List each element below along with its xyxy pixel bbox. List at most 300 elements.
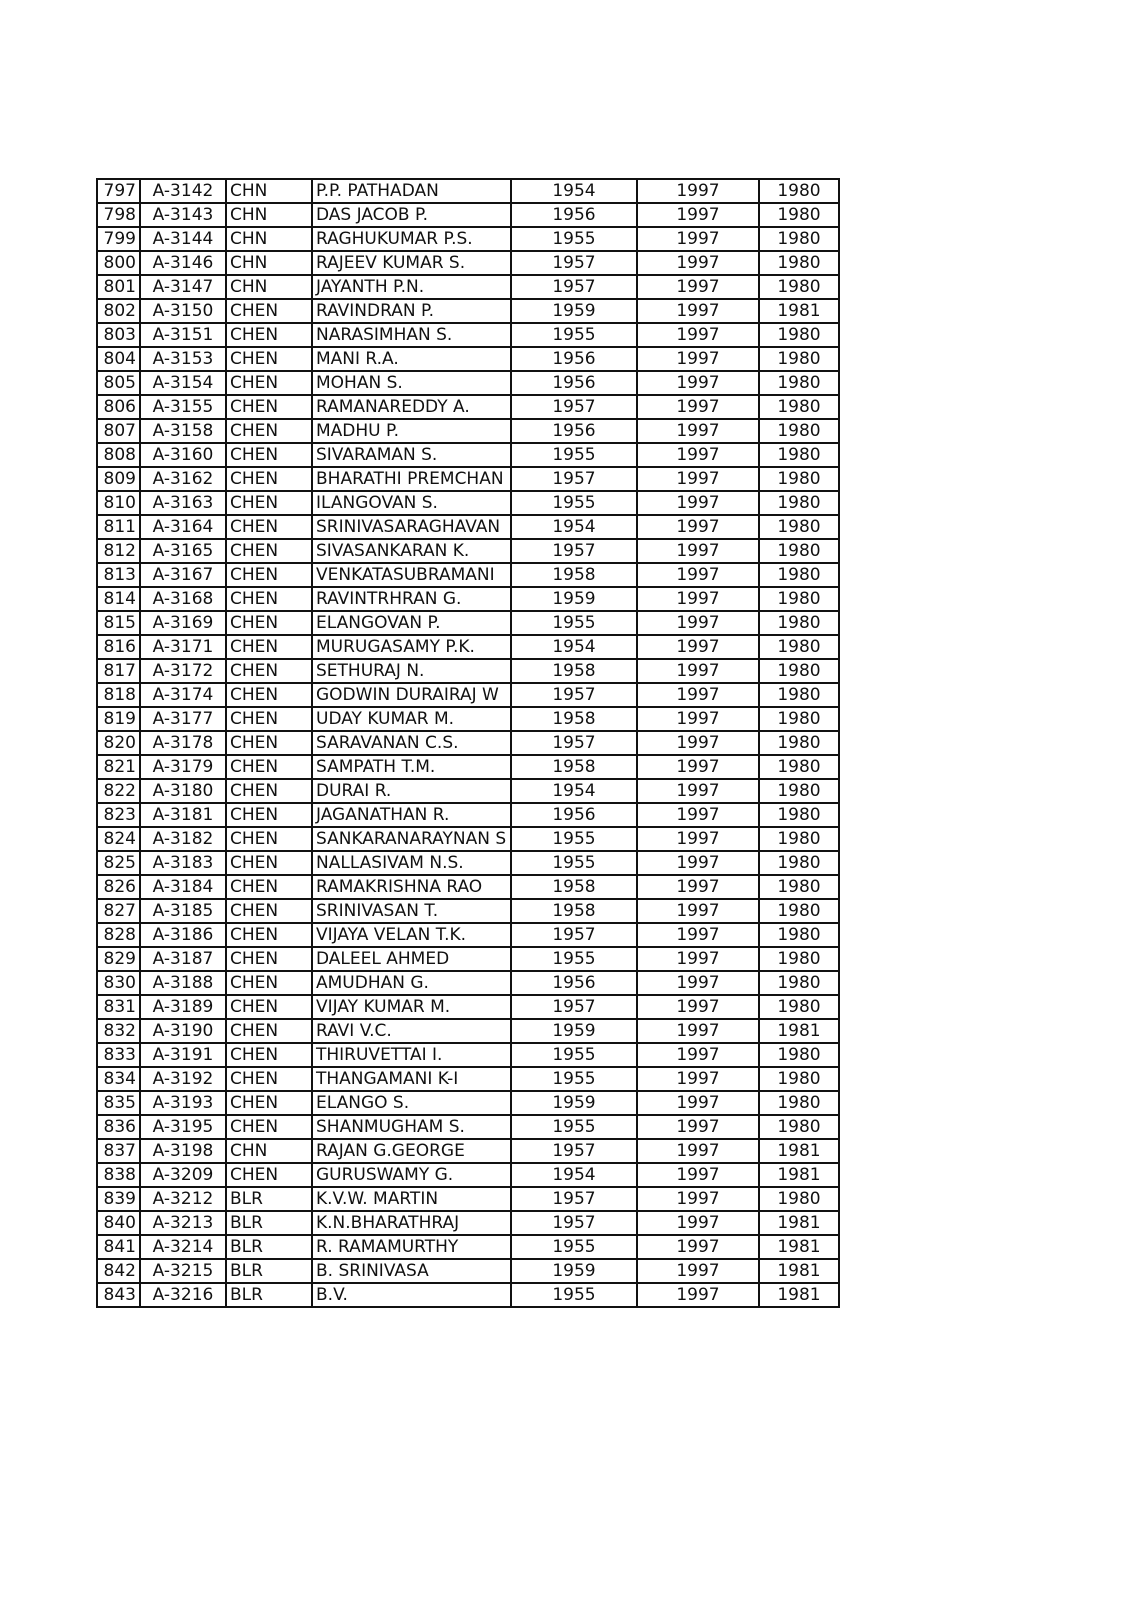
- serial-no-cell: 823: [97, 803, 140, 827]
- station-cell: CHEN: [226, 1043, 312, 1067]
- name-cell: NARASIMHAN S.: [312, 323, 511, 347]
- birth-year-cell: 1957: [511, 1139, 637, 1163]
- member-id-cell: A-3213: [140, 1211, 226, 1235]
- member-id-cell: A-3195: [140, 1115, 226, 1139]
- station-cell: CHEN: [226, 1115, 312, 1139]
- serial-no-cell: 829: [97, 947, 140, 971]
- birth-year-cell: 1958: [511, 563, 637, 587]
- table-row: [97, 923, 839, 947]
- serial-no-cell: 810: [97, 491, 140, 515]
- station-cell: CHEN: [226, 443, 312, 467]
- member-id-cell: A-3167: [140, 563, 226, 587]
- birth-year-cell: 1958: [511, 659, 637, 683]
- birth-year-cell: 1955: [511, 1115, 637, 1139]
- name-cell: SRINIVASARAGHAVAN: [312, 515, 511, 539]
- member-id-cell: A-3186: [140, 923, 226, 947]
- table-row: [97, 299, 839, 323]
- member-id-cell: A-3142: [140, 179, 226, 203]
- name-cell: K.V.W. MARTIN: [312, 1187, 511, 1211]
- name-cell: GODWIN DURAIRAJ W: [312, 683, 511, 707]
- year-cell: 1997: [637, 1139, 759, 1163]
- birth-year-cell: 1957: [511, 395, 637, 419]
- name-cell: THANGAMANI K-I: [312, 1067, 511, 1091]
- member-id-cell: A-3209: [140, 1163, 226, 1187]
- year-cell: 1997: [637, 347, 759, 371]
- name-cell: DAS JACOB P.: [312, 203, 511, 227]
- station-cell: CHEN: [226, 779, 312, 803]
- birth-year-cell: 1956: [511, 371, 637, 395]
- serial-no-cell: 842: [97, 1259, 140, 1283]
- station-cell: CHEN: [226, 491, 312, 515]
- table-row: [97, 899, 839, 923]
- station-cell: CHEN: [226, 947, 312, 971]
- table-row: [97, 1283, 839, 1307]
- serial-no-cell: 819: [97, 707, 140, 731]
- table-row: [97, 395, 839, 419]
- birth-year-cell: 1957: [511, 275, 637, 299]
- table-row: [97, 779, 839, 803]
- year-cell: 1997: [637, 875, 759, 899]
- year-cell: 1997: [637, 443, 759, 467]
- station-cell: CHEN: [226, 611, 312, 635]
- join-year-cell: 1981: [759, 1211, 839, 1235]
- join-year-cell: 1980: [759, 851, 839, 875]
- serial-no-cell: 802: [97, 299, 140, 323]
- table-row: [97, 179, 839, 203]
- serial-no-cell: 807: [97, 419, 140, 443]
- member-id-cell: A-3160: [140, 443, 226, 467]
- serial-no-cell: 843: [97, 1283, 140, 1307]
- join-year-cell: 1980: [759, 347, 839, 371]
- year-cell: 1997: [637, 1163, 759, 1187]
- birth-year-cell: 1955: [511, 1283, 637, 1307]
- join-year-cell: 1980: [759, 203, 839, 227]
- birth-year-cell: 1955: [511, 1043, 637, 1067]
- serial-no-cell: 818: [97, 683, 140, 707]
- table-row: [97, 467, 839, 491]
- serial-no-cell: 841: [97, 1235, 140, 1259]
- birth-year-cell: 1956: [511, 203, 637, 227]
- join-year-cell: 1980: [759, 467, 839, 491]
- station-cell: CHEN: [226, 467, 312, 491]
- year-cell: 1997: [637, 683, 759, 707]
- table-row: [97, 1259, 839, 1283]
- table-row: [97, 851, 839, 875]
- station-cell: BLR: [226, 1259, 312, 1283]
- table-row: [97, 491, 839, 515]
- birth-year-cell: 1954: [511, 1163, 637, 1187]
- serial-no-cell: 839: [97, 1187, 140, 1211]
- birth-year-cell: 1958: [511, 755, 637, 779]
- birth-year-cell: 1959: [511, 587, 637, 611]
- year-cell: 1997: [637, 1187, 759, 1211]
- year-cell: 1997: [637, 491, 759, 515]
- station-cell: CHEN: [226, 755, 312, 779]
- member-id-cell: A-3158: [140, 419, 226, 443]
- year-cell: 1997: [637, 995, 759, 1019]
- name-cell: BHARATHI PREMCHAN: [312, 467, 511, 491]
- name-cell: ELANGO S.: [312, 1091, 511, 1115]
- records-body: [97, 179, 839, 1307]
- join-year-cell: 1980: [759, 1043, 839, 1067]
- year-cell: 1997: [637, 323, 759, 347]
- join-year-cell: 1981: [759, 1163, 839, 1187]
- birth-year-cell: 1958: [511, 875, 637, 899]
- join-year-cell: 1980: [759, 899, 839, 923]
- table-row: [97, 1019, 839, 1043]
- station-cell: CHEN: [226, 515, 312, 539]
- name-cell: UDAY KUMAR M.: [312, 707, 511, 731]
- station-cell: CHEN: [226, 323, 312, 347]
- member-id-cell: A-3154: [140, 371, 226, 395]
- member-id-cell: A-3192: [140, 1067, 226, 1091]
- station-cell: CHEN: [226, 923, 312, 947]
- member-id-cell: A-3165: [140, 539, 226, 563]
- serial-no-cell: 834: [97, 1067, 140, 1091]
- serial-no-cell: 799: [97, 227, 140, 251]
- join-year-cell: 1980: [759, 971, 839, 995]
- birth-year-cell: 1954: [511, 515, 637, 539]
- birth-year-cell: 1959: [511, 1019, 637, 1043]
- year-cell: 1997: [637, 1019, 759, 1043]
- station-cell: CHN: [226, 251, 312, 275]
- table-row: [97, 1235, 839, 1259]
- station-cell: CHEN: [226, 707, 312, 731]
- birth-year-cell: 1955: [511, 443, 637, 467]
- records-table: [96, 178, 840, 1308]
- join-year-cell: 1980: [759, 875, 839, 899]
- serial-no-cell: 828: [97, 923, 140, 947]
- serial-no-cell: 840: [97, 1211, 140, 1235]
- year-cell: 1997: [637, 779, 759, 803]
- year-cell: 1997: [637, 611, 759, 635]
- name-cell: MANI R.A.: [312, 347, 511, 371]
- table-row: [97, 755, 839, 779]
- member-id-cell: A-3215: [140, 1259, 226, 1283]
- station-cell: CHEN: [226, 899, 312, 923]
- name-cell: SHANMUGHAM S.: [312, 1115, 511, 1139]
- member-id-cell: A-3191: [140, 1043, 226, 1067]
- name-cell: RAJAN G.GEORGE: [312, 1139, 511, 1163]
- year-cell: 1997: [637, 275, 759, 299]
- name-cell: MOHAN S.: [312, 371, 511, 395]
- name-cell: DURAI R.: [312, 779, 511, 803]
- member-id-cell: A-3172: [140, 659, 226, 683]
- name-cell: P.P. PATHADAN: [312, 179, 511, 203]
- join-year-cell: 1980: [759, 563, 839, 587]
- year-cell: 1997: [637, 563, 759, 587]
- member-id-cell: A-3178: [140, 731, 226, 755]
- name-cell: JAGANATHAN R.: [312, 803, 511, 827]
- join-year-cell: 1980: [759, 1187, 839, 1211]
- name-cell: GURUSWAMY G.: [312, 1163, 511, 1187]
- station-cell: CHEN: [226, 875, 312, 899]
- member-id-cell: A-3193: [140, 1091, 226, 1115]
- serial-no-cell: 814: [97, 587, 140, 611]
- serial-no-cell: 817: [97, 659, 140, 683]
- table-row: [97, 443, 839, 467]
- table-row: [97, 323, 839, 347]
- year-cell: 1997: [637, 203, 759, 227]
- join-year-cell: 1980: [759, 371, 839, 395]
- name-cell: MURUGASAMY P.K.: [312, 635, 511, 659]
- member-id-cell: A-3181: [140, 803, 226, 827]
- join-year-cell: 1980: [759, 755, 839, 779]
- member-id-cell: A-3212: [140, 1187, 226, 1211]
- station-cell: CHEN: [226, 1067, 312, 1091]
- year-cell: 1997: [637, 635, 759, 659]
- serial-no-cell: 813: [97, 563, 140, 587]
- birth-year-cell: 1957: [511, 251, 637, 275]
- table-row: [97, 635, 839, 659]
- name-cell: RAVINTRHRAN G.: [312, 587, 511, 611]
- name-cell: ILANGOVAN S.: [312, 491, 511, 515]
- table-row: [97, 659, 839, 683]
- year-cell: 1997: [637, 755, 759, 779]
- join-year-cell: 1980: [759, 611, 839, 635]
- join-year-cell: 1980: [759, 251, 839, 275]
- year-cell: 1997: [637, 803, 759, 827]
- station-cell: CHEN: [226, 635, 312, 659]
- station-cell: CHEN: [226, 1019, 312, 1043]
- birth-year-cell: 1957: [511, 1211, 637, 1235]
- member-id-cell: A-3189: [140, 995, 226, 1019]
- year-cell: 1997: [637, 971, 759, 995]
- serial-no-cell: 806: [97, 395, 140, 419]
- serial-no-cell: 835: [97, 1091, 140, 1115]
- birth-year-cell: 1955: [511, 491, 637, 515]
- birth-year-cell: 1955: [511, 323, 637, 347]
- serial-no-cell: 800: [97, 251, 140, 275]
- join-year-cell: 1981: [759, 1139, 839, 1163]
- member-id-cell: A-3153: [140, 347, 226, 371]
- join-year-cell: 1980: [759, 995, 839, 1019]
- year-cell: 1997: [637, 467, 759, 491]
- station-cell: CHEN: [226, 971, 312, 995]
- station-cell: CHEN: [226, 1091, 312, 1115]
- join-year-cell: 1980: [759, 635, 839, 659]
- year-cell: 1997: [637, 923, 759, 947]
- year-cell: 1997: [637, 587, 759, 611]
- join-year-cell: 1980: [759, 227, 839, 251]
- year-cell: 1997: [637, 251, 759, 275]
- name-cell: SARAVANAN C.S.: [312, 731, 511, 755]
- serial-no-cell: 803: [97, 323, 140, 347]
- station-cell: BLR: [226, 1283, 312, 1307]
- station-cell: CHEN: [226, 299, 312, 323]
- name-cell: K.N.BHARATHRAJ: [312, 1211, 511, 1235]
- birth-year-cell: 1956: [511, 347, 637, 371]
- birth-year-cell: 1957: [511, 1187, 637, 1211]
- year-cell: 1997: [637, 299, 759, 323]
- year-cell: 1997: [637, 371, 759, 395]
- year-cell: 1997: [637, 515, 759, 539]
- name-cell: VENKATASUBRAMANI: [312, 563, 511, 587]
- table-row: [97, 875, 839, 899]
- member-id-cell: A-3184: [140, 875, 226, 899]
- station-cell: CHEN: [226, 995, 312, 1019]
- name-cell: RAMANAREDDY A.: [312, 395, 511, 419]
- member-id-cell: A-3168: [140, 587, 226, 611]
- serial-no-cell: 804: [97, 347, 140, 371]
- member-id-cell: A-3198: [140, 1139, 226, 1163]
- join-year-cell: 1980: [759, 395, 839, 419]
- join-year-cell: 1981: [759, 1259, 839, 1283]
- birth-year-cell: 1959: [511, 1259, 637, 1283]
- member-id-cell: A-3169: [140, 611, 226, 635]
- table-row: [97, 947, 839, 971]
- birth-year-cell: 1957: [511, 995, 637, 1019]
- member-id-cell: A-3182: [140, 827, 226, 851]
- serial-no-cell: 830: [97, 971, 140, 995]
- birth-year-cell: 1957: [511, 467, 637, 491]
- birth-year-cell: 1957: [511, 731, 637, 755]
- join-year-cell: 1980: [759, 731, 839, 755]
- name-cell: ELANGOVAN P.: [312, 611, 511, 635]
- serial-no-cell: 833: [97, 1043, 140, 1067]
- serial-no-cell: 836: [97, 1115, 140, 1139]
- member-id-cell: A-3143: [140, 203, 226, 227]
- serial-no-cell: 838: [97, 1163, 140, 1187]
- join-year-cell: 1980: [759, 1091, 839, 1115]
- table-row: [97, 1115, 839, 1139]
- serial-no-cell: 798: [97, 203, 140, 227]
- join-year-cell: 1981: [759, 1283, 839, 1307]
- table-row: [97, 419, 839, 443]
- member-id-cell: A-3185: [140, 899, 226, 923]
- table-row: [97, 347, 839, 371]
- name-cell: R. RAMAMURTHY: [312, 1235, 511, 1259]
- birth-year-cell: 1958: [511, 899, 637, 923]
- birth-year-cell: 1955: [511, 227, 637, 251]
- table-row: [97, 1067, 839, 1091]
- join-year-cell: 1980: [759, 275, 839, 299]
- member-id-cell: A-3214: [140, 1235, 226, 1259]
- birth-year-cell: 1956: [511, 419, 637, 443]
- birth-year-cell: 1957: [511, 683, 637, 707]
- join-year-cell: 1980: [759, 587, 839, 611]
- name-cell: SETHURAJ N.: [312, 659, 511, 683]
- station-cell: CHEN: [226, 371, 312, 395]
- name-cell: JAYANTH P.N.: [312, 275, 511, 299]
- name-cell: RAJEEV KUMAR S.: [312, 251, 511, 275]
- year-cell: 1997: [637, 1115, 759, 1139]
- table-row: [97, 1043, 839, 1067]
- year-cell: 1997: [637, 707, 759, 731]
- table-row: [97, 371, 839, 395]
- member-id-cell: A-3151: [140, 323, 226, 347]
- table-row: [97, 275, 839, 299]
- join-year-cell: 1980: [759, 779, 839, 803]
- table-row: [97, 227, 839, 251]
- member-id-cell: A-3171: [140, 635, 226, 659]
- name-cell: THIRUVETTAI I.: [312, 1043, 511, 1067]
- serial-no-cell: 805: [97, 371, 140, 395]
- table-row: [97, 587, 839, 611]
- serial-no-cell: 820: [97, 731, 140, 755]
- birth-year-cell: 1958: [511, 707, 637, 731]
- serial-no-cell: 816: [97, 635, 140, 659]
- join-year-cell: 1980: [759, 659, 839, 683]
- table-row: [97, 803, 839, 827]
- member-id-cell: A-3216: [140, 1283, 226, 1307]
- member-id-cell: A-3188: [140, 971, 226, 995]
- station-cell: CHEN: [226, 851, 312, 875]
- name-cell: SAMPATH T.M.: [312, 755, 511, 779]
- station-cell: BLR: [226, 1187, 312, 1211]
- serial-no-cell: 826: [97, 875, 140, 899]
- name-cell: SIVARAMAN S.: [312, 443, 511, 467]
- year-cell: 1997: [637, 731, 759, 755]
- year-cell: 1997: [637, 179, 759, 203]
- station-cell: CHEN: [226, 347, 312, 371]
- table-row: [97, 539, 839, 563]
- station-cell: CHN: [226, 203, 312, 227]
- join-year-cell: 1981: [759, 1019, 839, 1043]
- member-id-cell: A-3179: [140, 755, 226, 779]
- name-cell: AMUDHAN G.: [312, 971, 511, 995]
- member-id-cell: A-3147: [140, 275, 226, 299]
- serial-no-cell: 837: [97, 1139, 140, 1163]
- table-row: [97, 1091, 839, 1115]
- year-cell: 1997: [637, 1259, 759, 1283]
- year-cell: 1997: [637, 827, 759, 851]
- birth-year-cell: 1959: [511, 299, 637, 323]
- serial-no-cell: 825: [97, 851, 140, 875]
- station-cell: CHN: [226, 275, 312, 299]
- year-cell: 1997: [637, 1043, 759, 1067]
- birth-year-cell: 1959: [511, 1091, 637, 1115]
- member-id-cell: A-3144: [140, 227, 226, 251]
- station-cell: CHEN: [226, 395, 312, 419]
- table-row: [97, 1139, 839, 1163]
- birth-year-cell: 1955: [511, 1067, 637, 1091]
- table-row: [97, 611, 839, 635]
- birth-year-cell: 1955: [511, 851, 637, 875]
- station-cell: CHN: [226, 1139, 312, 1163]
- join-year-cell: 1980: [759, 707, 839, 731]
- table-row: [97, 731, 839, 755]
- year-cell: 1997: [637, 1283, 759, 1307]
- year-cell: 1997: [637, 1091, 759, 1115]
- name-cell: VIJAYA VELAN T.K.: [312, 923, 511, 947]
- table-row: [97, 563, 839, 587]
- serial-no-cell: 822: [97, 779, 140, 803]
- table-row: [97, 827, 839, 851]
- year-cell: 1997: [637, 1211, 759, 1235]
- station-cell: CHN: [226, 179, 312, 203]
- name-cell: B. SRINIVASA: [312, 1259, 511, 1283]
- name-cell: NALLASIVAM N.S.: [312, 851, 511, 875]
- table-row: [97, 971, 839, 995]
- name-cell: RAGHUKUMAR P.S.: [312, 227, 511, 251]
- table-row: [97, 683, 839, 707]
- table-row: [97, 995, 839, 1019]
- birth-year-cell: 1956: [511, 971, 637, 995]
- year-cell: 1997: [637, 227, 759, 251]
- serial-no-cell: 797: [97, 179, 140, 203]
- station-cell: BLR: [226, 1235, 312, 1259]
- table-row: [97, 1163, 839, 1187]
- join-year-cell: 1980: [759, 491, 839, 515]
- station-cell: CHEN: [226, 539, 312, 563]
- member-id-cell: A-3187: [140, 947, 226, 971]
- member-id-cell: A-3180: [140, 779, 226, 803]
- join-year-cell: 1980: [759, 683, 839, 707]
- name-cell: DALEEL AHMED: [312, 947, 511, 971]
- birth-year-cell: 1955: [511, 827, 637, 851]
- serial-no-cell: 811: [97, 515, 140, 539]
